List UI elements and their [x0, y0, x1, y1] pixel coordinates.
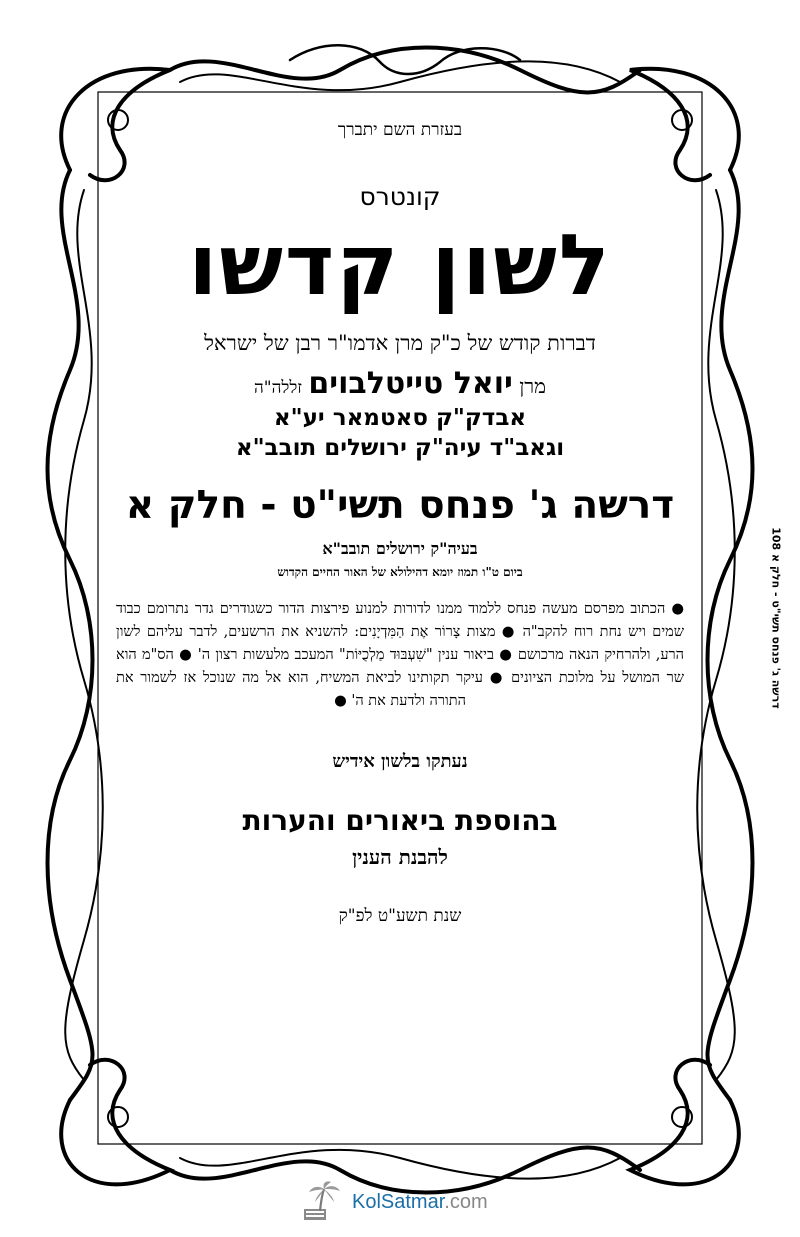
kuntres-label: קונטרס	[359, 182, 441, 211]
drasha-title: דרשה ג' פנחס תשי"ט - חלק א	[125, 483, 675, 528]
blessing-header: בעזרת השם יתברך	[337, 120, 463, 140]
author-suffix: זללה"ה	[254, 378, 303, 398]
summary-paragraph: ● הכתוב מפרסם מעשה פנחס ללמוד ממנו לדורות למנוע פירצות הדור כשגודרים גדר נתרומם כבוד שמים ויש נחת רוח להקב"ה ● מצות צָרוֹר אֶת הַמִּדְיָנִים: להשניא את הרשעים, לדבר עליהם לשון הרע, ולהרחיק הנאה מרכושם ● ביאור ענין "שִׁעְבּוּד מַלְכֻיּוֹת" המעכב מלעשות רצון ה' ● הס"מ הוא שר המושל על מלוכת הציונים ● עיקר תקותינו לביאת המשיח, הוא אל מה שנוכל אז לשמור את התורה ולדעת את ה' ●	[116, 601, 684, 709]
title-page	[110, 108, 690, 926]
site-brand: KolSatmar	[352, 1190, 445, 1213]
author-prefix: מרן	[519, 374, 546, 398]
additions-title: בהוספת ביאורים והערות	[242, 804, 558, 837]
site-wordmark	[352, 1191, 488, 1214]
understanding-subtitle: להבנת הענין	[352, 845, 448, 869]
author-intro: דברות קודש של כ"ק מרן אדמו"ר רבן של ישראל	[204, 331, 596, 355]
side-running-header: דרשה ג' פנחס תשי"ט - חלק א 108	[769, 527, 783, 709]
drasha-location: בעיה"ק ירושלים תובב"א	[322, 539, 478, 558]
palm-tree-icon	[300, 1181, 344, 1223]
site-tld: .com	[444, 1190, 488, 1213]
author-title-satmar: אבדק"ק סאטמאר יע"א	[273, 405, 527, 431]
publication-year: שנת תשע"ט לפ"ק	[338, 906, 462, 926]
main-title: לשון קדשו	[188, 216, 612, 314]
translation-note: נעתקו בלשון אידיש	[332, 751, 468, 772]
author-title-jerusalem: וגאב"ד עיה"ק ירושלים תובב"א	[235, 435, 565, 461]
author-name: יואל טייטלבוים	[308, 366, 513, 401]
drasha-date: ביום ט"ו תמוז יומא דהילולא של האור החיים הקדוש	[277, 565, 523, 579]
author-name-line	[110, 366, 690, 401]
site-logo[interactable]	[300, 1180, 488, 1224]
